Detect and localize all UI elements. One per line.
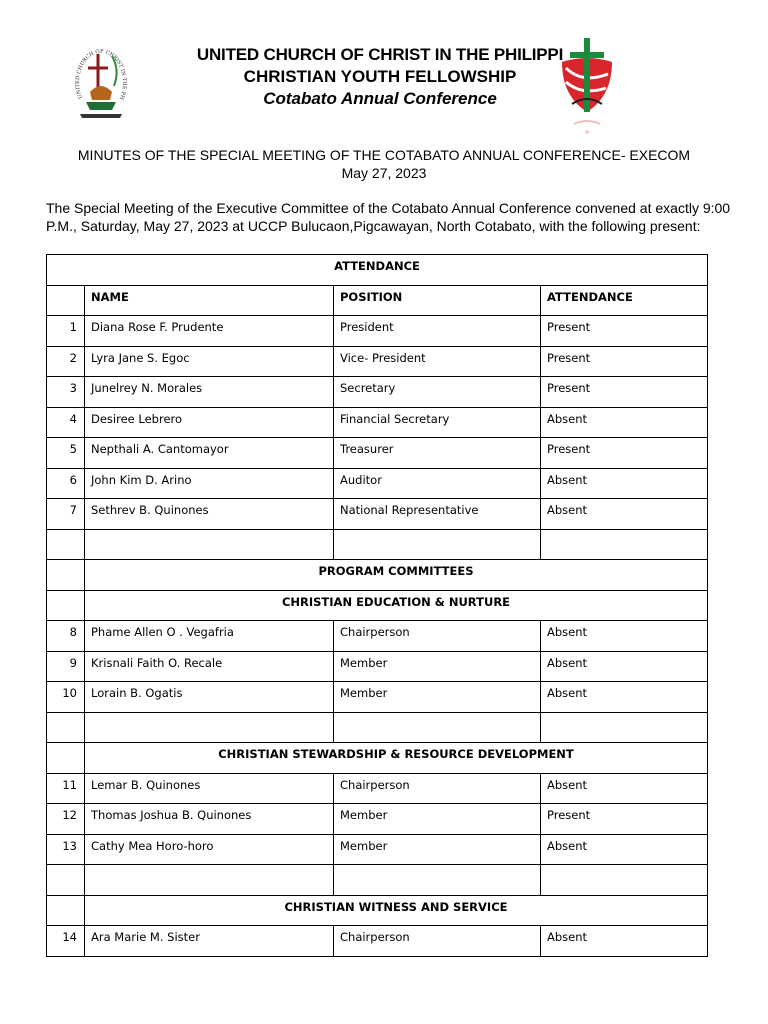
table-row	[47, 407, 708, 438]
member-position: Treasurer	[334, 438, 541, 469]
row-number: 13	[47, 834, 85, 865]
attendance-status: Absent	[541, 621, 708, 652]
row-number: 11	[47, 773, 85, 804]
attendance-status: Absent	[541, 773, 708, 804]
blank-row	[47, 529, 708, 560]
row-number: 5	[47, 438, 85, 469]
empty-cell	[47, 560, 85, 591]
member-name: Lemar B. Quinones	[85, 773, 334, 804]
member-name: Junelrey N. Morales	[85, 377, 334, 408]
blank-row	[47, 865, 708, 896]
attendance-status: Absent	[541, 499, 708, 530]
member-position: Member	[334, 682, 541, 713]
empty-cell	[47, 743, 85, 774]
member-position: Member	[334, 804, 541, 835]
member-position: Auditor	[334, 468, 541, 499]
minutes-title: MINUTES OF THE SPECIAL MEETING OF THE COTABATO ANNUAL CONFERENCE- EXECOM	[77, 147, 691, 163]
intro-paragraph: The Special Meeting of the Executive Committee of the Cotabato Annual Conference convened at exactly 9:00 P.M., Saturday, May 27, 2023 at UCCP Bulucaon,Pigcawayan, North Cotabato, with the following present:	[46, 200, 731, 234]
table-row	[47, 468, 708, 499]
table-row	[47, 438, 708, 469]
attendance-table	[46, 254, 708, 957]
table-title: ATTENDANCE	[47, 255, 708, 286]
meeting-date: May 27, 2023	[341, 165, 427, 181]
member-name: Diana Rose F. Prudente	[85, 316, 334, 347]
member-position: Member	[334, 651, 541, 682]
empty-cell	[47, 865, 85, 896]
minutes-heading	[40, 146, 728, 182]
column-header-name: NAME	[85, 285, 334, 316]
member-name: Nepthali A. Cantomayor	[85, 438, 334, 469]
row-number: 2	[47, 346, 85, 377]
column-header-attendance: ATTENDANCE	[541, 285, 708, 316]
table-row	[47, 346, 708, 377]
member-position: President	[334, 316, 541, 347]
column-header-row	[47, 285, 708, 316]
section-header-row	[47, 743, 708, 774]
row-number: 14	[47, 926, 85, 957]
member-position: Financial Secretary	[334, 407, 541, 438]
row-number: 1	[47, 316, 85, 347]
empty-cell	[47, 895, 85, 926]
cws-header: CHRISTIAN WITNESS AND SERVICE	[85, 895, 708, 926]
empty-cell	[47, 529, 85, 560]
member-position: Chairperson	[334, 926, 541, 957]
empty-cell	[334, 529, 541, 560]
row-number: 6	[47, 468, 85, 499]
attendance-status: Present	[541, 316, 708, 347]
cen-header: CHRISTIAN EDUCATION & NURTURE	[85, 590, 708, 621]
table-row	[47, 651, 708, 682]
blank-row	[47, 712, 708, 743]
empty-cell	[541, 712, 708, 743]
section-header-row	[47, 895, 708, 926]
attendance-status: Absent	[541, 468, 708, 499]
member-name: John Kim D. Arino	[85, 468, 334, 499]
row-number: 9	[47, 651, 85, 682]
cyf-emblem-icon	[552, 34, 622, 138]
csrd-header: CHRISTIAN STEWARDSHIP & RESOURCE DEVELOPMENT	[85, 743, 708, 774]
attendance-status: Absent	[541, 926, 708, 957]
member-name: Ara Marie M. Sister	[85, 926, 334, 957]
member-position: Vice- President	[334, 346, 541, 377]
uccp-seal-icon	[72, 36, 130, 124]
table-row	[47, 926, 708, 957]
empty-cell	[541, 529, 708, 560]
table-row	[47, 621, 708, 652]
empty-cell	[85, 712, 334, 743]
empty-cell	[47, 285, 85, 316]
attendance-status: Absent	[541, 407, 708, 438]
member-name: Thomas Joshua B. Quinones	[85, 804, 334, 835]
program-committees-header: PROGRAM COMMITTEES	[85, 560, 708, 591]
table-row	[47, 804, 708, 835]
member-name: Lyra Jane S. Egoc	[85, 346, 334, 377]
seal-ring-text: UNITED CHURCH OF CHRIST IN THE PH	[74, 48, 128, 101]
table-title-row	[47, 255, 708, 286]
attendance-status: Present	[541, 438, 708, 469]
member-name: Cathy Mea Horo-horo	[85, 834, 334, 865]
section-header-row	[47, 590, 708, 621]
member-position: Chairperson	[334, 773, 541, 804]
member-position: Secretary	[334, 377, 541, 408]
empty-cell	[47, 590, 85, 621]
attendance-status: Present	[541, 804, 708, 835]
org-name: UNITED CHURCH OF CHRIST IN THE PHILIPPI	[196, 45, 564, 64]
attendance-status: Absent	[541, 834, 708, 865]
member-name: Lorain B. Ogatis	[85, 682, 334, 713]
section-header-row	[47, 560, 708, 591]
empty-cell	[47, 712, 85, 743]
attendance-status: Absent	[541, 682, 708, 713]
conference-name: Cotabato Annual Conference	[263, 89, 497, 108]
member-position: Chairperson	[334, 621, 541, 652]
table-row	[47, 773, 708, 804]
member-position: National Representative	[334, 499, 541, 530]
attendance-status: Present	[541, 377, 708, 408]
attendance-status: Present	[541, 346, 708, 377]
table-row	[47, 834, 708, 865]
empty-cell	[334, 865, 541, 896]
empty-cell	[85, 529, 334, 560]
member-position: Member	[334, 834, 541, 865]
letterhead	[160, 44, 600, 110]
row-number: 3	[47, 377, 85, 408]
member-name: Phame Allen O . Vegafria	[85, 621, 334, 652]
table-row	[47, 682, 708, 713]
row-number: 10	[47, 682, 85, 713]
empty-cell	[85, 865, 334, 896]
member-name: Desiree Lebrero	[85, 407, 334, 438]
table-row	[47, 377, 708, 408]
row-number: 4	[47, 407, 85, 438]
table-row	[47, 499, 708, 530]
empty-cell	[541, 865, 708, 896]
row-number: 7	[47, 499, 85, 530]
empty-cell	[334, 712, 541, 743]
row-number: 8	[47, 621, 85, 652]
fellowship-name: CHRISTIAN YOUTH FELLOWSHIP	[243, 67, 517, 86]
row-number: 12	[47, 804, 85, 835]
column-header-position: POSITION	[334, 285, 541, 316]
attendance-status: Absent	[541, 651, 708, 682]
table-row	[47, 316, 708, 347]
member-name: Sethrev B. Quinones	[85, 499, 334, 530]
member-name: Krisnali Faith O. Recale	[85, 651, 334, 682]
